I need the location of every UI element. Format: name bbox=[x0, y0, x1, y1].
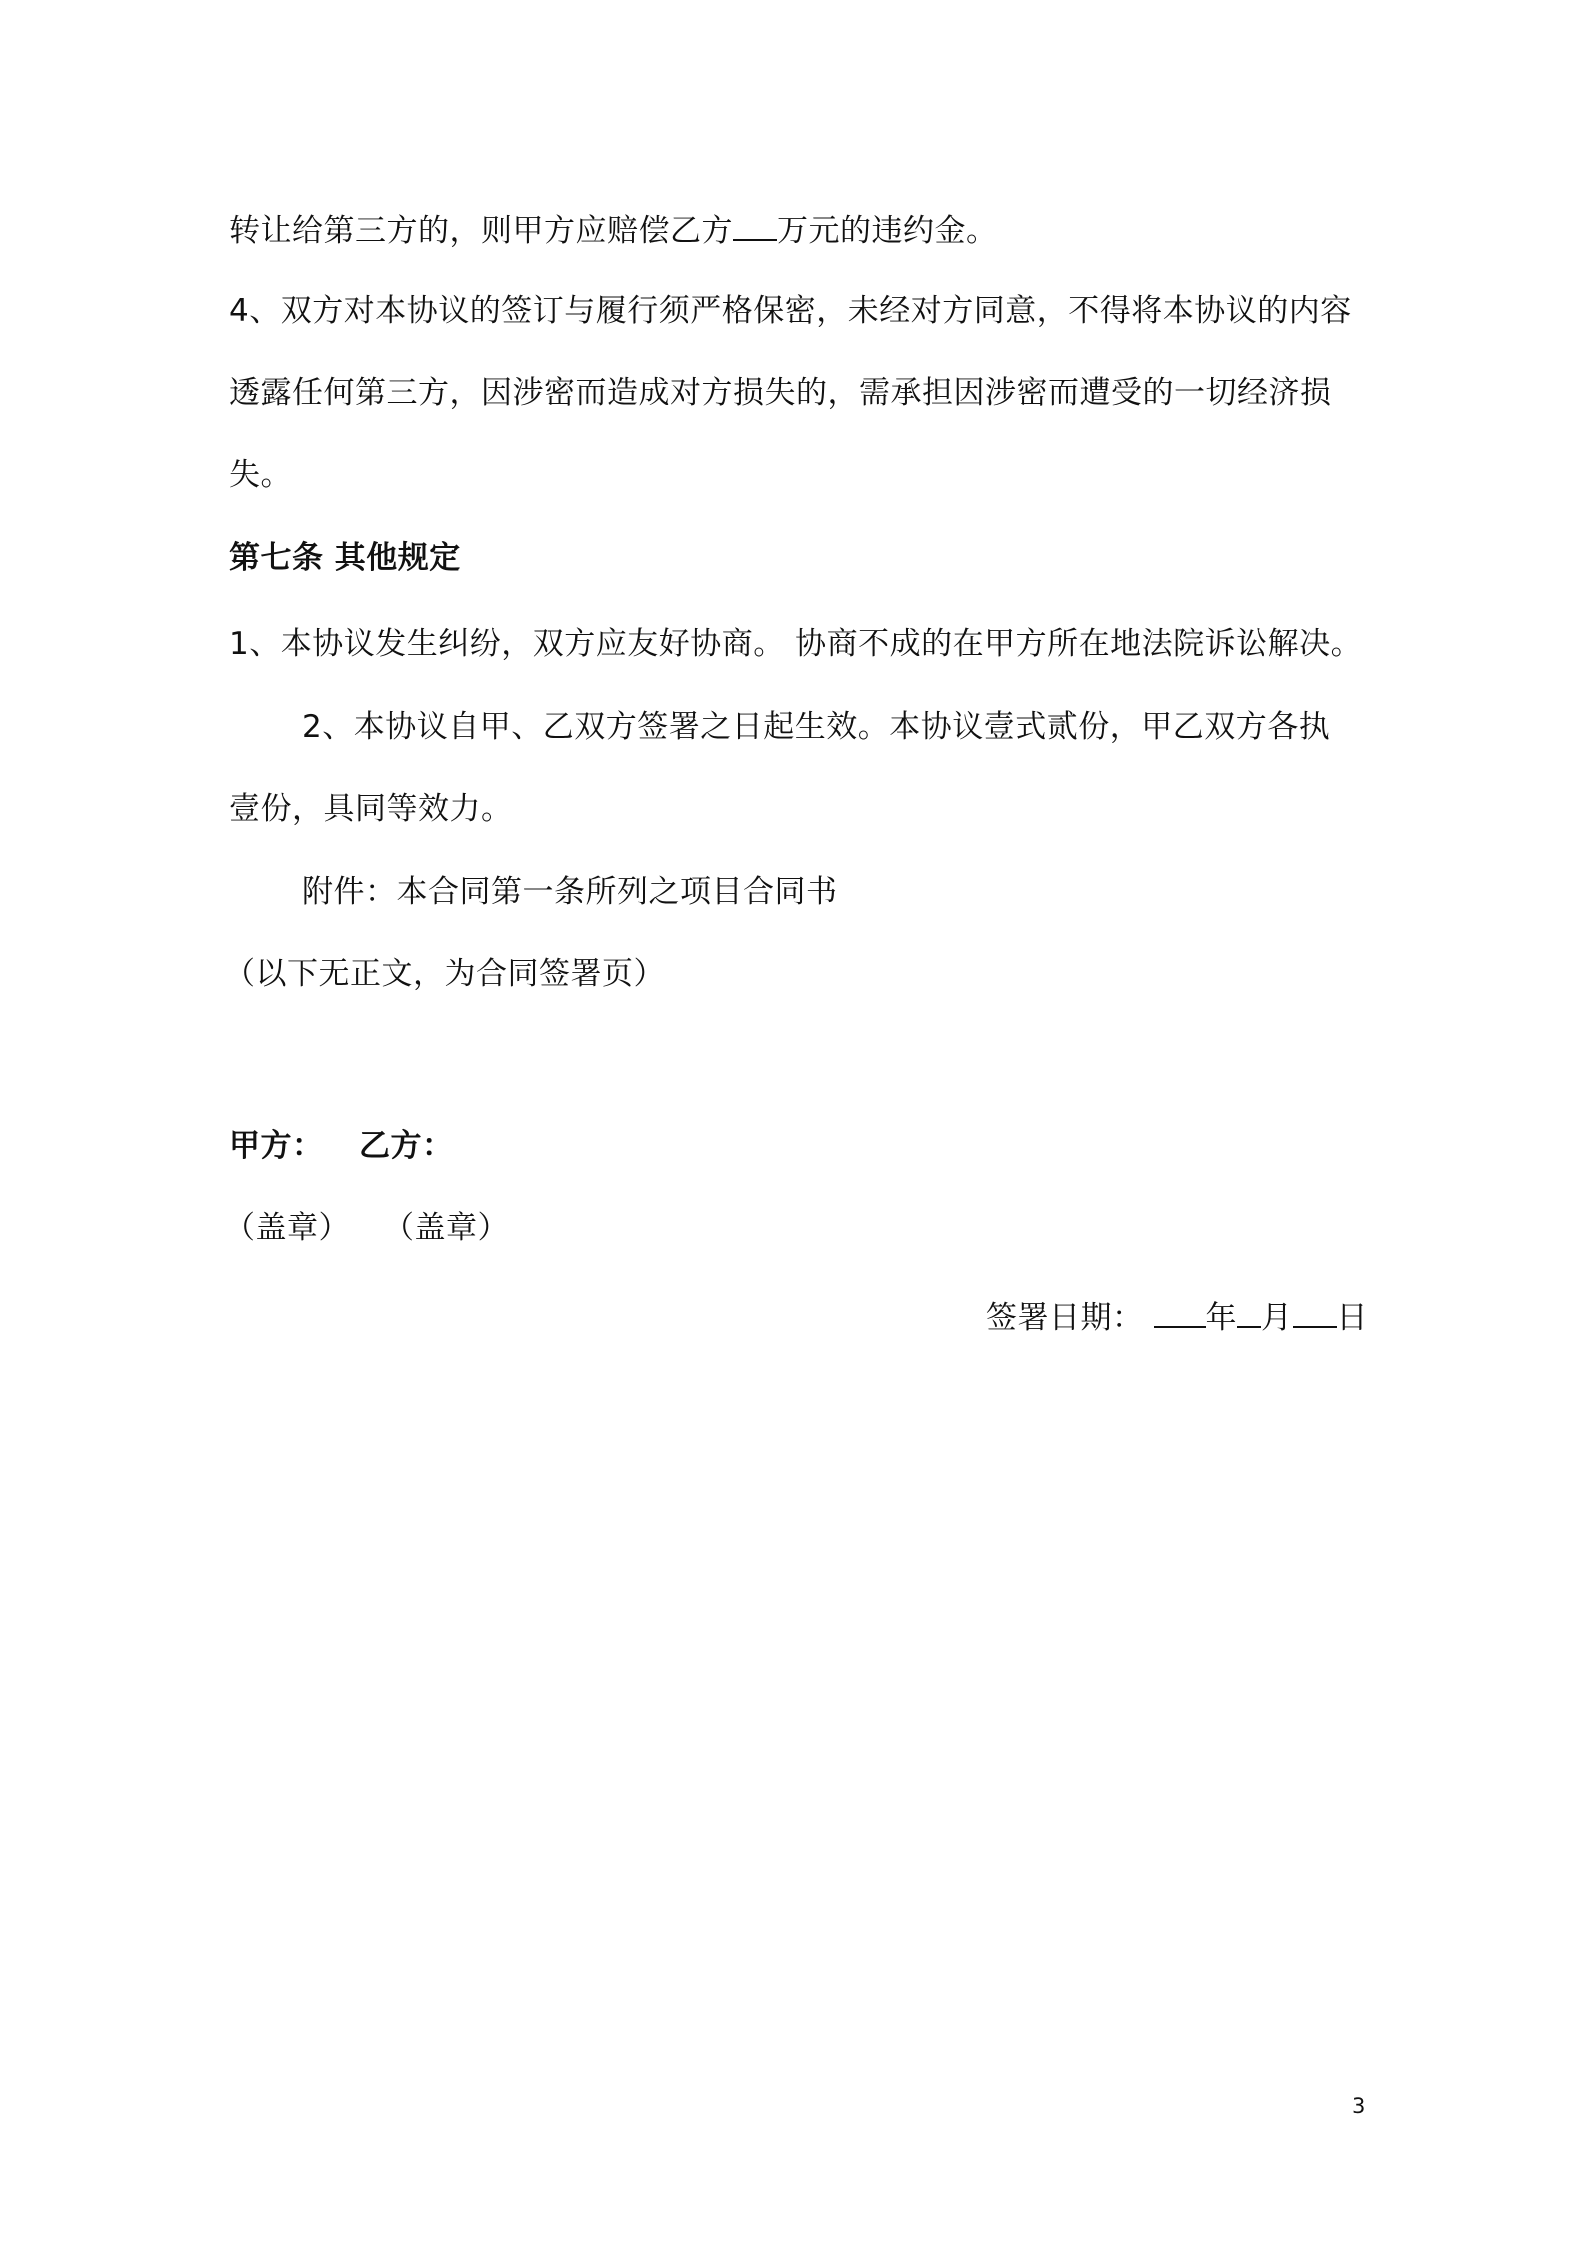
paragraph-line-1 bbox=[229, 209, 998, 251]
date-label: 签署日期： bbox=[986, 1300, 1144, 1336]
seal-a-label: （盖章） bbox=[224, 1210, 350, 1246]
month-blank bbox=[1237, 1296, 1261, 1328]
seal-b-label: （盖章） bbox=[383, 1210, 509, 1246]
line-1-text-before: 转让给第三方的，则甲方应赔偿乙方 bbox=[229, 213, 733, 249]
no-text-below-note: （以下无正文，为合同签署页） bbox=[224, 956, 665, 992]
paragraph-line-3: 透露任何第三方，因涉密而造成对方损失的，需承担因涉密而遭受的一切经济损 bbox=[229, 375, 1332, 411]
section-heading: 第七条 其他规定 bbox=[229, 540, 461, 576]
day-blank bbox=[1293, 1296, 1337, 1328]
page-number: 3 bbox=[1352, 2094, 1366, 2118]
year-label: 年 bbox=[1205, 1300, 1237, 1336]
year-blank bbox=[1154, 1296, 1206, 1328]
month-label: 月 bbox=[1261, 1300, 1293, 1336]
party-a-label: 甲方： bbox=[229, 1128, 324, 1164]
paragraph-line-2: 4、双方对本协议的签订与履行须严格保密，未经对方同意，不得将本协议的内容 bbox=[229, 293, 1352, 329]
line-1-text-after: 万元的违约金。 bbox=[777, 213, 998, 249]
paragraph-line-6: 2、本协议自甲、乙双方签署之日起生效。本协议壹式贰份，甲乙双方各执 bbox=[302, 709, 1331, 745]
paragraph-line-5: 1、本协议发生纠纷，双方应友好协商。 协商不成的在甲方所在地法院诉讼解决。 bbox=[229, 626, 1363, 662]
attachment-line: 附件：本合同第一条所列之项目合同书 bbox=[302, 874, 838, 910]
paragraph-line-7: 壹份，具同等效力。 bbox=[229, 791, 513, 827]
signing-date-line bbox=[986, 1296, 1368, 1338]
paragraph-line-4: 失。 bbox=[229, 457, 292, 493]
amount-blank bbox=[733, 209, 777, 241]
day-label: 日 bbox=[1336, 1300, 1368, 1336]
party-b-label: 乙方： bbox=[359, 1128, 454, 1164]
